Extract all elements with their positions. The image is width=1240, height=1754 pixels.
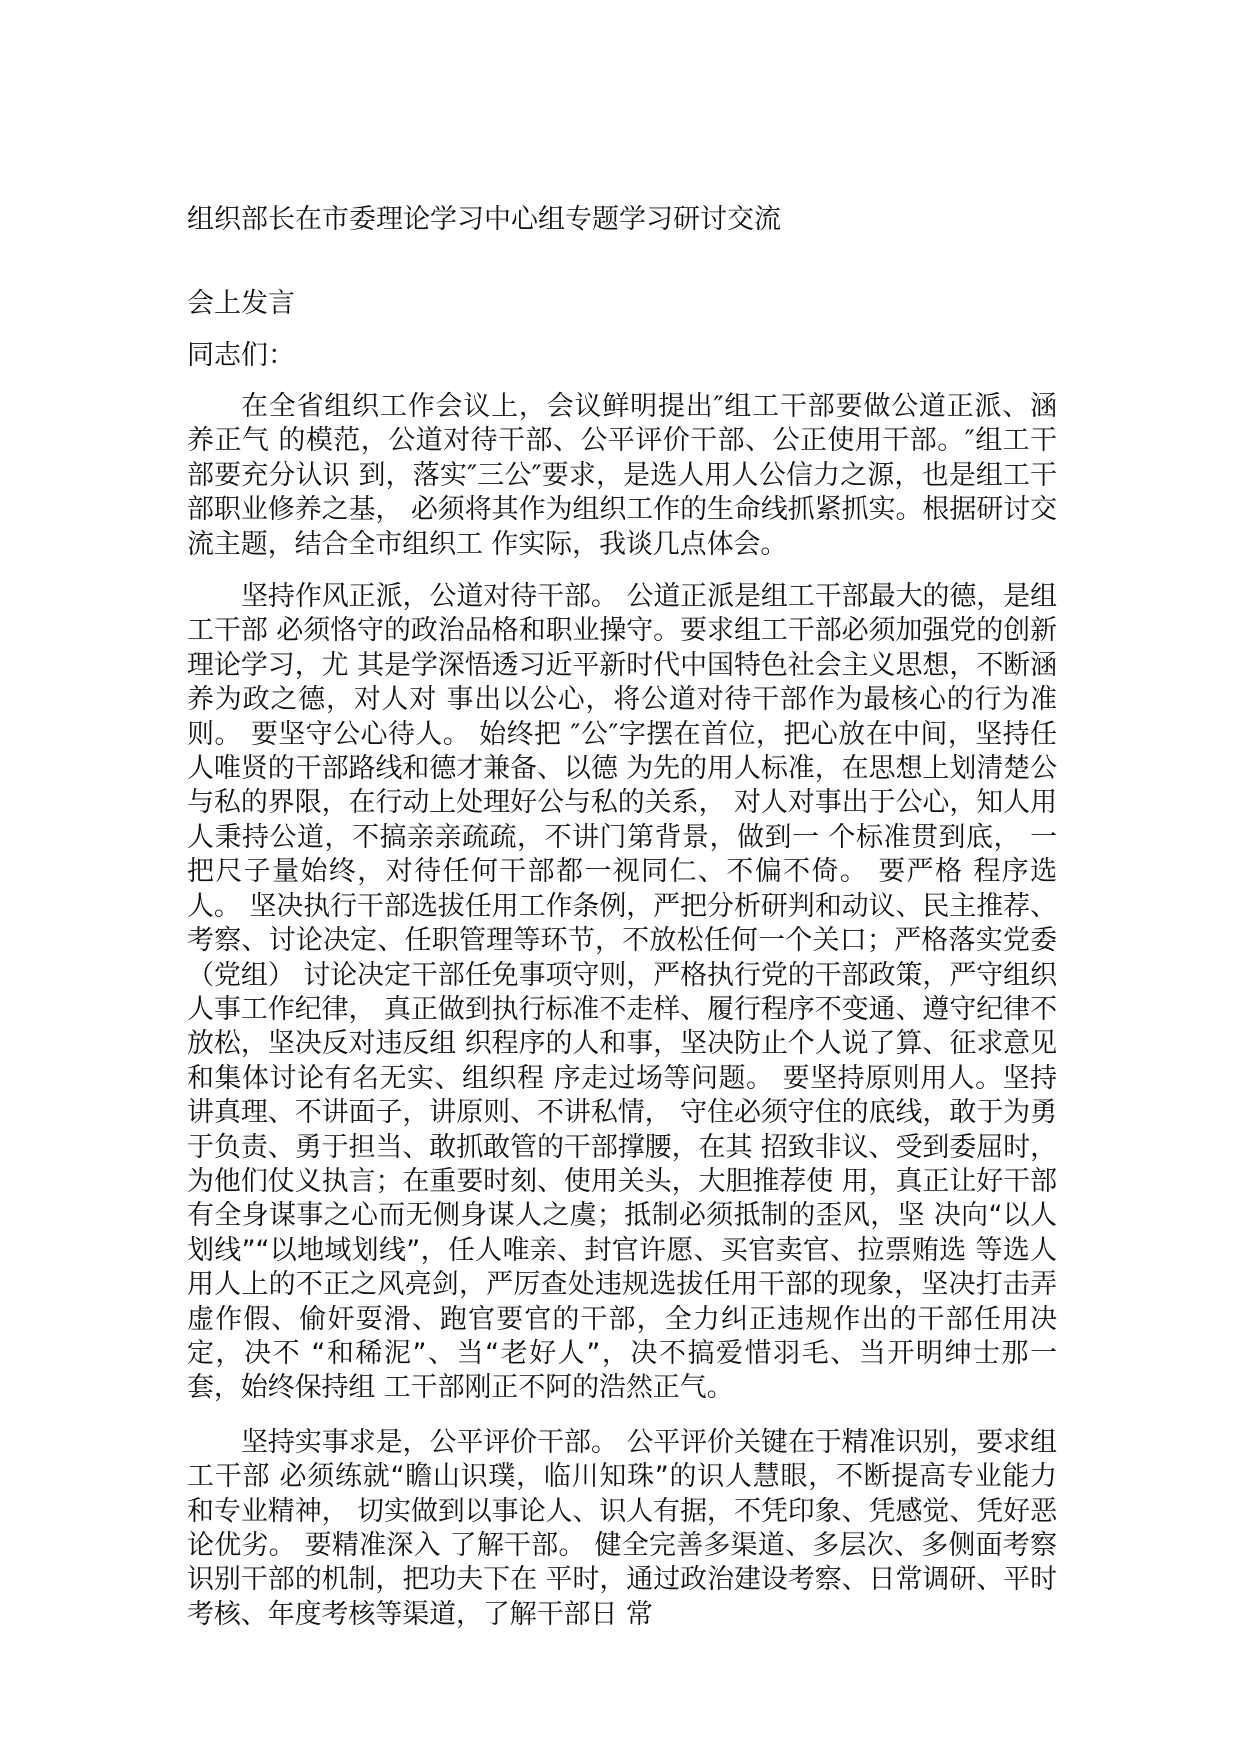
salutation: 同志们： xyxy=(187,340,295,371)
document-title-line-2: 会上发言 xyxy=(187,288,295,319)
paragraph-fair-evaluation: 坚持实事求是，公平评价干部。 公平评价关键在于精准识别，要求组工干部 必须练就“瞻山识璞，临川知珠”的识人慧眼，不断提高专业能力和专业精神， 切实做到以事论人、识人有据，不凭印象、凭感觉、凭好恶论优劣。 要精准深入 了解干部。 健全完善多渠道、多层次、多侧面考察识别干部的机制，把功夫下在 平时，通过政治建设考察、日常调研、平时考核、年度考核等渠道，了解干部日 常 xyxy=(187,1426,1057,1630)
paragraph-fair-treatment: 坚持作风正派，公道对待干部。 公道正派是组工干部最大的德，是组工干部 必须恪守的政治品格和职业操守。要求组工干部必须加强党的创新理论学习，尤 其是学深悟透习近平新时代中国特色社会主义思想，不断涵养为政之德，对人对 事出以公心，将公道对待干部作为最核心的行为准则。 要坚守公心待人。 始终把 ″公″字摆在首位，把心放在中间，坚持任人唯贤的干部路线和德才兼备、以德 为先的用人标准，在思想上划清楚公与私的界限，在行动上处理好公与私的关系， 对人对事出于公心，知人用人秉持公道，不搞亲亲疏疏，不讲门第背景，做到一 个标准贯到底， 一把尺子量始终，对待任何干部都一视同仁、不偏不倚。 要严格 程序选人。 坚决执行干部选拔任用工作条例，严把分析研判和动议、民主推荐、 考察、讨论决定、任职管理等环节，不放松任何一个关口；严格落实党委（党组） 讨论决定干部任免事项守则，严格执行党的干部政策，严守组织人事工作纪律， 真正做到执行标准不走样、履行程序不变通、遵守纪律不放松，坚决反对违反组 织程序的人和事，坚决防止个人说了算、征求意见和集体讨论有名无实、组织程 序走过场等问题。 要坚持原则用人。坚持讲真理、不讲面子，讲原则、不讲私情， 守住必须守住的底线，敢于为勇于负责、勇于担当、敢抓敢管的干部撑腰，在其 招致非议、受到委屈时，为他们仗义执言；在重要时刻、使用关头，大胆推荐使 用，真正让好干部有全身谋事之心而无侧身谋人之虞；抵制必须抵制的歪风，坚 决向“以人划线”“以地域划线”，任人唯亲、封官许愿、买官卖官、拉票贿选 等选人用人上的不正之风亮剑，严厉查处违规选拔任用干部的现象，坚决打击弄 虚作假、偷奸耍滑、跑官要官的干部，全力纠正违规作出的干部任用决定，决不 “和稀泥”、当“老好人”，决不搞爱惜羽毛、当开明绅士那一套，始终保持组 工干部刚正不阿的浩然正气。 xyxy=(187,581,1057,1404)
document-page xyxy=(187,200,1057,1632)
document-title-line-1: 组织部长在市委理论学习中心组专题学习研讨交流 xyxy=(187,204,781,235)
paragraph-intro: 在全省组织工作会议上，会议鲜明提出″组工干部要做公道正派、涵养正气 的模范，公道对待干部、公平评价干部、公正使用干部。″组工干部要充分认识 到，落实″三公″要求，是选人用人公信力之源，也是组工干部职业修养之基， 必须将其作为组织工作的生命线抓紧抓实。根据研讨交流主题，结合全市组织工 作实际，我谈几点体会。 xyxy=(187,391,1057,560)
